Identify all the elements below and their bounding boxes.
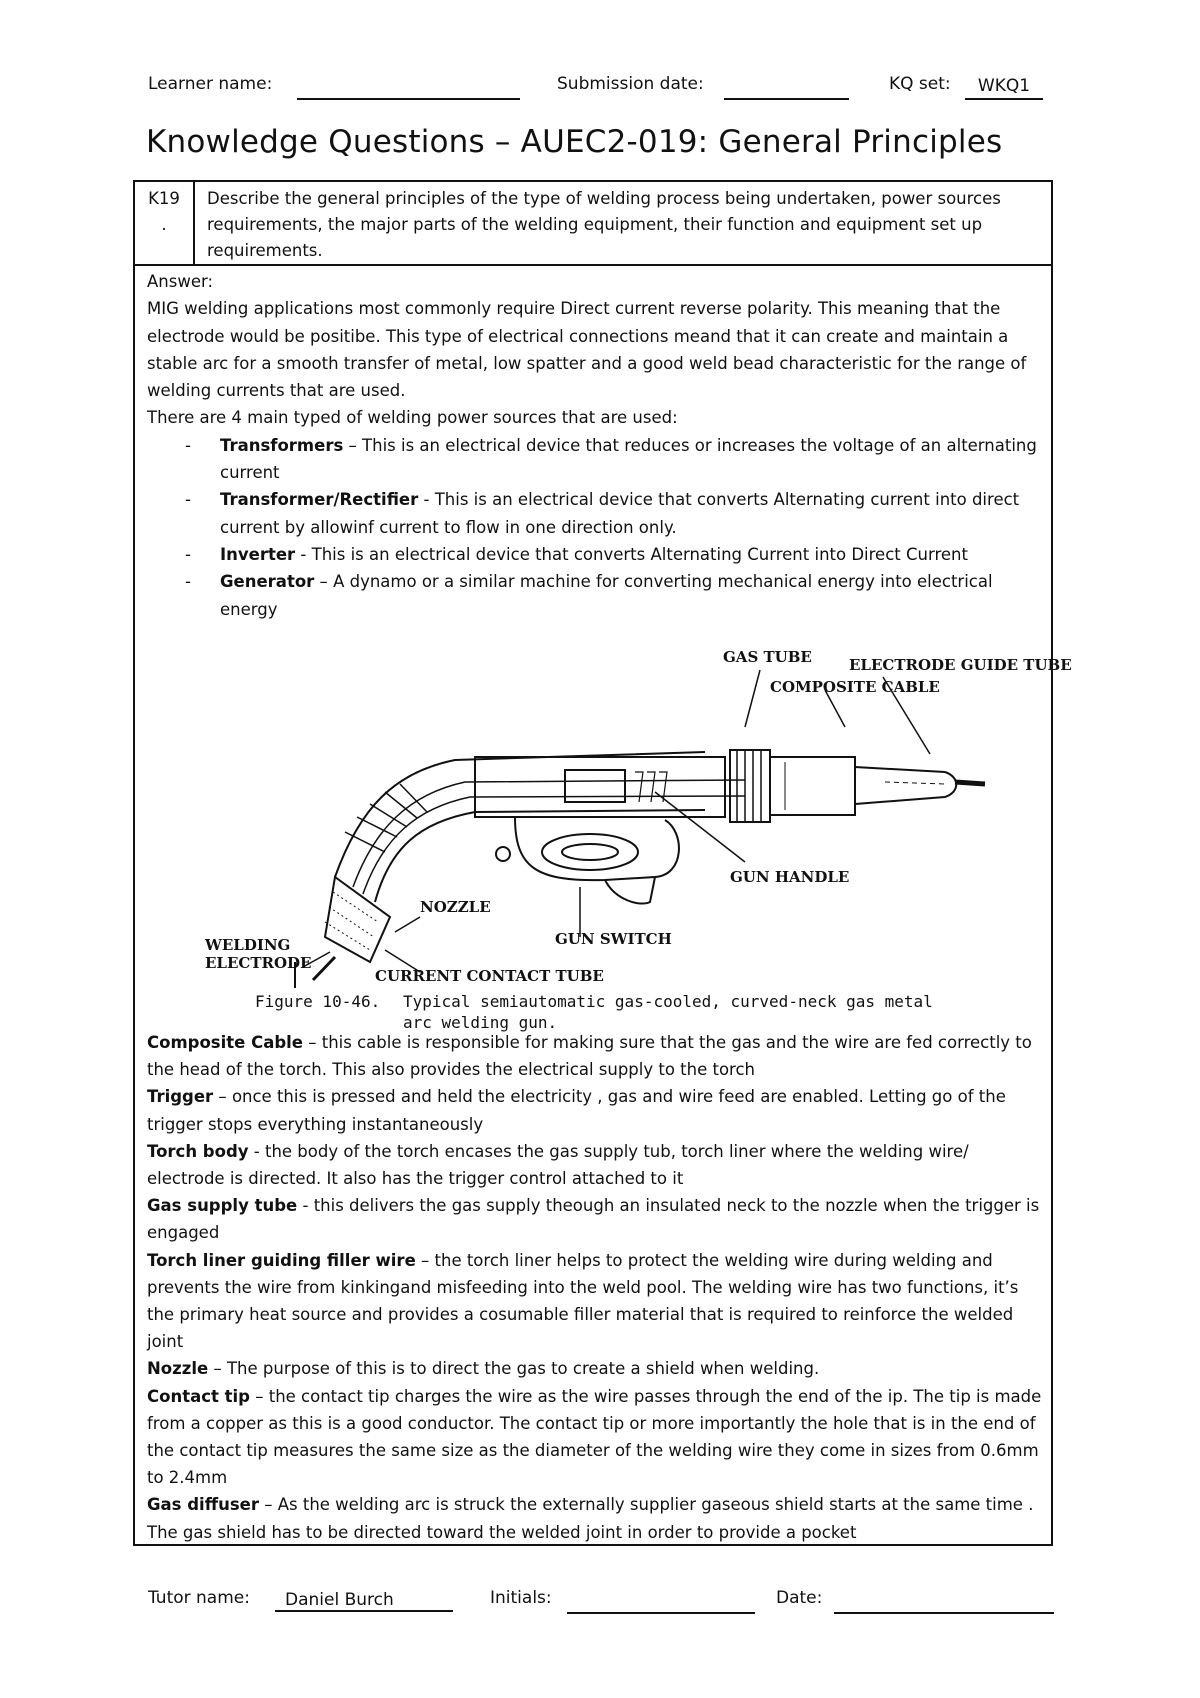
part-term: Gas diffuser [147, 1495, 259, 1515]
bullet-term: Generator [220, 572, 315, 592]
part-separator: – [258, 1495, 278, 1515]
question-row [135, 182, 1051, 266]
part-term: Torch body [147, 1141, 249, 1161]
part-text: The purpose of this is to direct the gas to create a shield when welding. [226, 1359, 820, 1379]
part-paragraph [147, 1138, 1047, 1192]
header-bar [0, 74, 1200, 104]
part-text: once this is pressed and held the electricity , gas and wire feed are enabled. Letting go of the trigger stops everything instantaneously [147, 1087, 1006, 1134]
part-text: As the welding arc is struck the externally supplier gaseous shield starts at the same time . The gas shield has to be directed toward the welded joint in order to provide a pocket [147, 1495, 1034, 1542]
question-text: Describe the general principles of the type of welding process being undertaken, power sources requirements, the major parts of the welding equipment, their function and equipment set up requirements. [207, 189, 1001, 260]
bullet-term: Transformer/Rectifier [220, 490, 419, 510]
part-text: this cable is responsible for making sure that the gas and the wire are fed correctly to the head of the torch. This also provides the electrical supply to the torch [147, 1033, 1032, 1080]
part-paragraph [147, 1083, 1047, 1137]
learner-name-label: Learner name: [148, 74, 273, 94]
bullet-term: Inverter [220, 544, 296, 564]
part-text: the body of the torch encases the gas supply tub, torch liner where the welding wire/ electrode is directed. It also has the trigger control attached to it [147, 1141, 969, 1189]
submission-date-field[interactable] [724, 76, 849, 100]
figure-caption-line2: arc welding gun. [403, 1013, 558, 1032]
bullet-separator: - [295, 544, 312, 564]
question-box [133, 180, 1072, 1546]
label-electrode: ELECTRODE [205, 954, 312, 972]
label-nozzle: NOZZLE [420, 898, 491, 916]
label-gun-handle: GUN HANDLE [730, 868, 850, 886]
kq-set-field[interactable]: WKQ1 [965, 76, 1043, 100]
initials-label: Initials: [490, 1588, 552, 1608]
part-paragraph [147, 1491, 1047, 1545]
page-title: Knowledge Questions – AUEC2-019: General Principles [146, 124, 1003, 160]
part-separator: – [213, 1087, 232, 1107]
bullet-separator: – [314, 572, 334, 592]
part-separator: – [249, 1386, 269, 1406]
date-field[interactable] [834, 1590, 1054, 1614]
list-item: - Transformers – This is an electrical device that reduces or increases the voltage of an alternating current [185, 435, 1037, 483]
bullet-separator: - [418, 490, 435, 510]
bullet-term: Transformers [220, 435, 344, 455]
list-item: - Inverter - This is an electrical device that converts Alternating Current into Direct Current [185, 544, 968, 564]
parts-descriptions [147, 1029, 1047, 1546]
part-term: Gas supply tube [147, 1196, 298, 1216]
question-code [135, 182, 195, 264]
part-separator: – [415, 1250, 435, 1270]
question-code-number: K19 [148, 189, 180, 208]
power-sources-intro: There are 4 main typed of welding power sources that are used: [147, 408, 678, 428]
part-text: the torch liner helps to protect the welding wire during welding and prevents the wire from kinkingand misfeeding into the weld pool. The welding wire has two functions, it’s the primary heat source and provides a cosumable filler material that is required to reinforce the welded joint [147, 1250, 1019, 1352]
label-welding: WELDING [205, 936, 291, 954]
answer-label: Answer: [147, 272, 214, 291]
power-sources-list [147, 432, 1047, 623]
tutor-name-label: Tutor name: [148, 1588, 250, 1608]
submission-date-label: Submission date: [557, 74, 704, 94]
bullet-text: This is an electrical device that converts Alternating current into direct current by allowinf current to flow in one direction only. [220, 490, 1020, 537]
label-electrode-guide-tube: ELECTRODE GUIDE TUBE [849, 656, 1072, 674]
part-term: Nozzle [147, 1359, 209, 1379]
bullet-text: A dynamo or a similar machine for converting mechanical energy into electrical energy [220, 572, 993, 619]
part-paragraph [147, 1029, 1047, 1083]
bullet-text: This is an electrical device that reduces or increases the voltage of an alternating current [220, 435, 1037, 483]
part-paragraph [147, 1192, 1047, 1246]
part-term: Composite Cable [147, 1033, 303, 1052]
part-term: Trigger [147, 1087, 214, 1107]
part-separator: - [248, 1141, 265, 1161]
kq-set-label: KQ set: [889, 74, 951, 94]
bullet-text: This is an electrical device that converts Alternating Current into Direct Current [311, 544, 968, 564]
date-label: Date: [776, 1588, 823, 1608]
label-current-contact-tube: CURRENT CONTACT TUBE [375, 967, 604, 985]
part-paragraph [147, 1247, 1047, 1356]
learner-name-field[interactable] [297, 76, 520, 100]
answer-section [147, 268, 1047, 623]
figure-caption-line1: Typical semiautomatic gas-cooled, curved-neck gas metal [403, 992, 933, 1011]
answer-intro: MIG welding applications most commonly require Direct current reverse polarity. This meaning that the electrode would be positibe. This type of electrical connections meand that it can create and maintain a stable arc for a smooth transfer of metal, low spatter and a good weld bead characteristic for the range of welding currents that are used. [147, 299, 1027, 401]
part-separator: - [297, 1196, 314, 1216]
part-separator: – [208, 1359, 227, 1379]
label-gun-switch: GUN SWITCH [555, 930, 672, 948]
label-gas-tube: GAS TUBE [723, 648, 812, 666]
list-item: - Generator – A dynamo or a similar machine for converting mechanical energy into electrical energy [185, 572, 993, 619]
initials-field[interactable] [567, 1590, 755, 1614]
label-composite-cable: COMPOSITE CABLE [770, 678, 940, 696]
part-paragraph [147, 1355, 1047, 1382]
part-text: this delivers the gas supply theough an insulated neck to the nozzle when the trigger is engaged [147, 1196, 1040, 1243]
bullet-separator: – [343, 435, 363, 455]
figure-caption-number: Figure 10-46. [255, 992, 381, 1011]
question-code-dot: . [161, 215, 167, 234]
part-separator: – [303, 1033, 322, 1052]
part-paragraph [147, 1383, 1047, 1492]
tutor-name-field[interactable]: Daniel Burch [275, 1590, 453, 1612]
footer-bar [0, 1588, 1200, 1618]
part-term: Contact tip [147, 1386, 250, 1406]
list-item: - Transformer/Rectifier - This is an electrical device that converts Alternating current into direct current by allowinf current to flow in one direction only. [185, 490, 1020, 537]
part-text: the contact tip charges the wire as the wire passes through the end of the ip. The tip is made from a copper as this is a good conductor. The contact tip or more importantly the hole that is in the end of the contact tip measures the same size as the diameter of the welding wire they come in sizes from 0.6mm to 2.4mm [147, 1386, 1042, 1488]
part-term: Torch liner guiding filler wire [147, 1250, 416, 1270]
welding-gun-figure [185, 632, 1072, 987]
